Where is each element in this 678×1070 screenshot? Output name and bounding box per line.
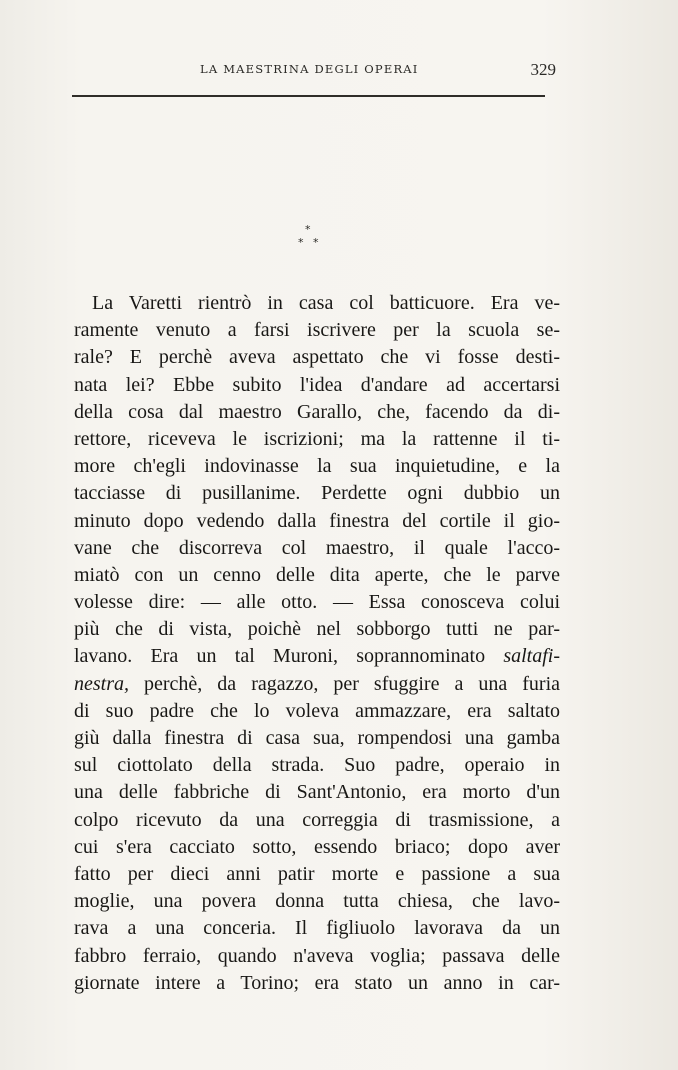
page-number: 329: [530, 60, 556, 79]
text-line: giornate intere a Torino; era stato un anno in car-: [74, 971, 560, 994]
asterism-star-right: *: [313, 236, 319, 249]
text-line-italic-start: [74, 671, 560, 698]
text-line: vane che discorreva col maestro, il quale l'acco-: [74, 536, 560, 559]
text-line: giù dalla finestra di casa sua, rompendosi una gamba: [74, 727, 560, 749]
text-line: miatò con un cenno delle dita aperte, che le parve: [74, 563, 560, 586]
text-line: fabbro ferraio, quando n'aveva voglia; passava delle: [74, 944, 560, 967]
running-title: LA MAESTRINA DEGLI OPERAI: [200, 62, 419, 76]
header-rule: [72, 95, 545, 97]
body-text: [74, 290, 560, 997]
text-line: moglie, una povera donna tutta chiesa, che lavo-: [74, 890, 560, 913]
text-line: più che di vista, poichè nel sobborgo tutti ne par-: [74, 618, 560, 641]
text-line: minuto dopo vedendo dalla finestra del cortile il gio-: [74, 509, 560, 532]
text-line: cui s'era cacciato sotto, essendo briaco; dopo aver: [74, 835, 560, 858]
text-line: rettore, riceveva le iscrizioni; ma la rattenne il ti-: [74, 427, 560, 450]
text-line-italic-end: [74, 643, 560, 670]
text-line: rale? E perchè aveva aspettato che vi fosse desti-: [74, 346, 560, 369]
text-line: rava a una conceria. Il figliuolo lavorava da un: [74, 917, 560, 940]
page-header: [72, 62, 556, 84]
text-line: volesse dire: — alle otto. — Essa conosceva colui: [74, 591, 560, 614]
text-line: La Varetti rientrò in casa col batticuore. Era ve-: [92, 292, 560, 314]
text-segment: perchè, da ragazzo, per sfuggire a una furia: [129, 672, 560, 695]
text-line: una delle fabbriche di Sant'Antonio, era morto d'un: [74, 781, 560, 804]
italic-word-saltafinestra-part1: saltafi-: [503, 645, 560, 668]
asterism-star-left: *: [298, 236, 304, 249]
text-line: sul ciottolato della strada. Suo padre, operaio in: [74, 754, 560, 777]
asterism-section-break: [288, 222, 332, 256]
asterism-star-top: *: [305, 223, 311, 236]
text-line: della cosa dal maestro Garallo, che, facendo da di-: [74, 400, 560, 423]
text-line: fatto per dieci anni patir morte e passione a sua: [74, 862, 560, 885]
italic-word-saltafinestra-part2: nestra,: [74, 672, 129, 695]
text-line: tacciasse di pusillanime. Perdette ogni dubbio un: [74, 482, 560, 505]
text-line: colpo ricevuto da una correggia di trasmissione, a: [74, 808, 560, 831]
text-line: more ch'egli indovinasse la sua inquietudine, e la: [74, 455, 560, 478]
text-line: nata lei? Ebbe subito l'idea d'andare ad accertarsi: [74, 373, 560, 396]
text-line: ramente venuto a farsi iscrivere per la scuola se-: [74, 319, 560, 342]
text-line: di suo padre che lo voleva ammazzare, era saltato: [74, 699, 560, 722]
text-segment: lavano. Era un tal Muroni, soprannominato: [74, 645, 504, 668]
